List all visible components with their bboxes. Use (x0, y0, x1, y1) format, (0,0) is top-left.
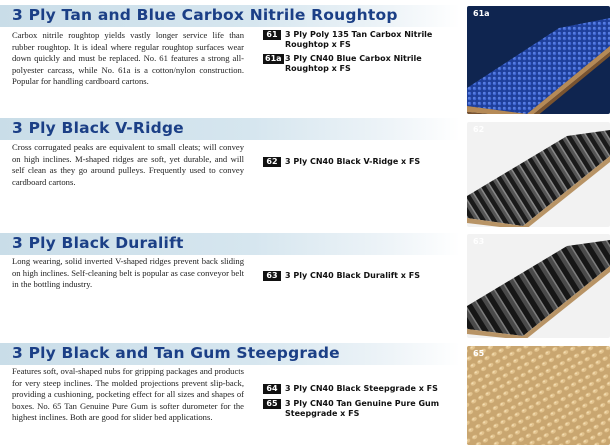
belt-photo-62 (467, 122, 610, 227)
belt-photo-61a (467, 6, 610, 114)
product-code-badge: 64 (263, 384, 281, 394)
product-name: 3 Ply CN40 Black V-Ridge x FS (285, 157, 421, 166)
product-list (263, 384, 468, 423)
product-code-badge: 63 (263, 271, 281, 281)
section-title-banner (0, 233, 460, 255)
section-63 (0, 230, 615, 338)
product-item (263, 384, 468, 395)
product-item (263, 30, 468, 50)
section-title: 3 Ply Black and Tan Gum Steepgrade (12, 344, 340, 362)
section-description: Cross corrugated peaks are equivalent to small cleats; will convey on high inclines. M-shaped ridges are soft, yet durable, and will self clean as they go around pulleys. Frequently used to convey cardboard cartons. (12, 142, 244, 187)
product-list (263, 271, 468, 286)
product-list (263, 157, 468, 172)
belt-image (467, 122, 610, 227)
belt-image (467, 234, 610, 338)
photo-label: 61a (473, 9, 490, 18)
section-description: Features soft, oval-shaped nubs for gripping packages and products for very steep inclines. The molded projections prevent slip-back, providing a cushioning, pocketing effect for all sizes and shapes of boxes. No. 65 Tan Genuine Pure Gum is softer durometer for the highest inclines. Both are good for slider bed applications. (12, 366, 244, 423)
product-list (263, 30, 468, 78)
product-name: 3 Ply CN40 Black Duralift x FS (285, 271, 420, 280)
product-item (263, 157, 468, 168)
product-item (263, 399, 468, 419)
product-name: 3 Ply Poly 135 Tan Carbox Nitrile Roughtop x FS (285, 30, 433, 49)
section-title-banner (0, 118, 460, 140)
section-62 (0, 115, 615, 227)
belt-photo-63 (467, 234, 610, 338)
product-code-badge: 65 (263, 399, 281, 409)
photo-label: 63 (473, 237, 485, 246)
product-code-badge: 61a (265, 54, 282, 63)
product-name: 3 Ply CN40 Tan Genuine Pure Gum Steepgrade x FS (285, 399, 440, 418)
product-code-badge: 62 (263, 157, 281, 167)
photo-label: 62 (473, 125, 485, 134)
product-code-badge: 61 (263, 30, 281, 40)
photo-label: 65 (473, 349, 485, 358)
belt-image (467, 6, 610, 114)
product-item (263, 54, 468, 74)
section-title-banner (0, 5, 460, 27)
section-title: 3 Ply Black Duralift (12, 234, 184, 252)
section-64-65 (0, 340, 615, 445)
belt-photo-65 (467, 346, 610, 445)
product-name: 3 Ply CN40 Black Steepgrade x FS (285, 384, 438, 393)
section-description: Long wearing, solid inverted V-shaped ridges prevent back sliding on high inclines. Self-cleaning belt is popular as case conveyor belt in the bottling industry. (12, 256, 244, 290)
section-61 (0, 0, 615, 112)
product-item (263, 271, 468, 282)
belt-image (467, 346, 610, 445)
section-title-banner (0, 343, 460, 365)
section-title: 3 Ply Black V-Ridge (12, 119, 184, 137)
section-description: Carbox nitrile roughtop yields vastly longer service life than rubber roughtop. It is ideal where regular roughtop surfaces wear down quickly and must be replaced. No. 61 features a strong all-polyester carcass, while No. 61a is a cotton/nylon construction. Popular for handling cardboard cartons. (12, 30, 244, 87)
product-name: 3 Ply CN40 Blue Carbox Nitrile Roughtop x FS (285, 54, 422, 73)
section-title: 3 Ply Tan and Blue Carbox Nitrile Roughtop (12, 6, 398, 24)
